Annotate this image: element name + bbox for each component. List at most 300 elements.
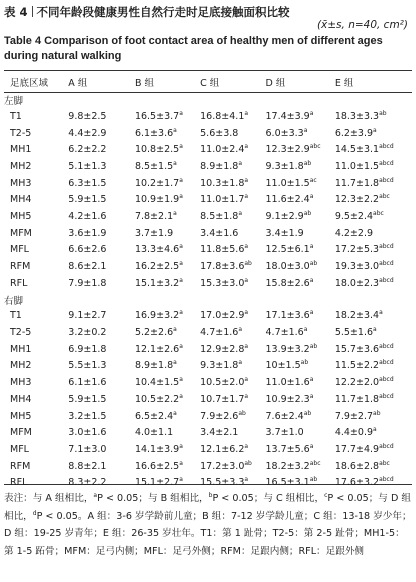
value-cell <box>266 458 335 475</box>
table-row <box>4 141 412 158</box>
significance-mark: a <box>303 126 308 134</box>
value-cell <box>68 341 135 358</box>
value-cell <box>135 258 200 275</box>
value-text: 17.8±3.6 <box>200 261 245 273</box>
value-text: 4.2±2.9 <box>334 227 374 239</box>
value-text: 18.2±3.2 <box>265 460 310 472</box>
value-text: 3.7±1.9 <box>134 227 174 239</box>
table-row <box>4 308 412 325</box>
significance-mark: abcd <box>379 376 394 384</box>
value-cell <box>135 424 200 441</box>
region-cell: MH5 <box>10 210 32 222</box>
value-text: 4.7±1.6 <box>200 327 239 339</box>
value-text: 19.3±3.0 <box>334 261 380 273</box>
significance-mark: a <box>173 209 177 217</box>
value-text: 6.9±1.8 <box>68 343 107 355</box>
value-text: 17.1±3.6 <box>265 310 310 322</box>
value-cell <box>68 125 135 142</box>
table-row <box>4 208 412 225</box>
table-title-cn <box>4 4 290 20</box>
value-cell <box>200 108 265 125</box>
value-text: 3.4±1.6 <box>200 227 239 239</box>
significance-mark: a <box>179 243 183 251</box>
value-text: 7.9±2.7 <box>334 410 374 422</box>
significance-mark: a <box>173 409 177 417</box>
value-text: 11.0±1.7 <box>200 194 245 206</box>
value-cell <box>335 191 412 208</box>
value-text: 4.7±1.6 <box>265 327 304 339</box>
significance-mark: abcd <box>379 442 394 450</box>
value-cell <box>68 474 135 491</box>
region-cell: MFL <box>10 244 29 256</box>
significance-mark: a <box>238 159 243 167</box>
value-cell <box>335 474 412 491</box>
table-row <box>4 175 412 192</box>
significance-mark: a <box>179 143 183 151</box>
region-cell: MH3 <box>10 377 32 389</box>
table-row <box>4 258 412 275</box>
value-text: 12.3±2.9 <box>265 144 310 156</box>
value-text: 11.0±1.6 <box>265 377 310 389</box>
value-text: 5.5±1.6 <box>334 327 374 339</box>
data-table <box>4 71 412 491</box>
value-text: 12.1±6.2 <box>200 443 245 455</box>
value-cell <box>68 208 135 225</box>
value-cell <box>135 358 200 375</box>
value-cell <box>335 391 412 408</box>
value-cell <box>68 424 135 441</box>
significance-mark: a <box>244 376 249 384</box>
value-cell <box>200 125 265 142</box>
value-text: 3.4±2.1 <box>200 427 239 439</box>
value-text: 10.4±1.5 <box>134 377 180 389</box>
value-text: 9.1±2.9 <box>265 210 304 222</box>
value-cell <box>135 208 200 225</box>
significance-mark: a <box>244 243 249 251</box>
value-cell <box>266 424 335 441</box>
significance-mark: abcd <box>379 143 394 151</box>
value-text: 12.2±2.0 <box>334 377 380 389</box>
significance-mark: a <box>179 276 183 284</box>
note-text: P < 0.05；与 C 组相比， <box>212 493 325 504</box>
value-text: 6.2±2.2 <box>68 144 107 156</box>
significance-mark: a <box>244 193 249 201</box>
value-text: 15.5±3.3 <box>200 477 245 489</box>
value-text: 18.0±3.0 <box>265 261 310 273</box>
value-cell <box>135 441 200 458</box>
value-text: 5.9±1.5 <box>68 194 107 206</box>
value-text: 3.6±1.9 <box>68 227 107 239</box>
value-text: 7.9±1.8 <box>68 277 107 289</box>
value-cell <box>68 408 135 425</box>
significance-mark: a <box>309 243 314 251</box>
col-header: 足底区域 <box>10 77 49 89</box>
value-text: 16.5±3.7 <box>134 110 180 122</box>
value-text: 16.9±3.2 <box>134 310 180 322</box>
significance-mark: a <box>309 309 314 317</box>
value-cell <box>335 208 412 225</box>
table-row <box>4 474 412 491</box>
value-text: 4.0±1.1 <box>134 427 174 439</box>
value-text: 14.5±3.1 <box>334 144 380 156</box>
table-row <box>4 408 412 425</box>
value-text: 10.3±1.8 <box>200 177 245 189</box>
note-text: P < 0.05；与 B 组相比， <box>97 493 209 504</box>
section-row <box>4 92 412 108</box>
value-text: 16.5±3.1 <box>265 477 310 489</box>
region-cell: T2-5 <box>10 127 32 139</box>
col-header: D 组 <box>265 77 286 89</box>
value-cell <box>335 175 412 192</box>
value-text: 8.9±1.8 <box>200 160 239 172</box>
region-cell: MH1 <box>10 144 32 156</box>
value-text: 9.3±1.8 <box>200 360 239 372</box>
value-cell <box>266 125 335 142</box>
value-cell <box>335 225 412 242</box>
value-cell <box>335 458 412 475</box>
value-text: 16.8±4.1 <box>200 110 245 122</box>
value-text: 8.9±1.8 <box>134 360 174 372</box>
value-cell <box>200 374 265 391</box>
significance-mark: a <box>309 442 314 450</box>
value-cell <box>335 158 412 175</box>
value-cell <box>135 458 200 475</box>
table-row <box>4 275 412 292</box>
value-cell <box>68 374 135 391</box>
value-cell <box>135 158 200 175</box>
region-cell: RFL <box>10 477 28 489</box>
value-text: 12.3±2.2 <box>334 194 380 206</box>
value-cell <box>266 191 335 208</box>
region-cell: T1 <box>10 310 22 322</box>
value-cell <box>68 441 135 458</box>
value-text: 5.2±2.6 <box>134 327 174 339</box>
significance-mark: abc <box>379 193 390 201</box>
value-text: 15.3±3.0 <box>200 277 245 289</box>
value-cell <box>135 391 200 408</box>
value-cell <box>200 308 265 325</box>
note-text: P < 0.05；与 D 组相比， <box>4 493 411 522</box>
section-row <box>4 292 412 308</box>
table-footnote <box>4 490 414 560</box>
value-cell <box>266 374 335 391</box>
region-cell: MH5 <box>10 410 32 422</box>
value-text: 11.0±1.5 <box>334 160 380 172</box>
value-cell <box>335 108 412 125</box>
significance-mark: a <box>179 260 183 268</box>
value-text: 9.8±2.5 <box>68 110 107 122</box>
value-cell <box>68 258 135 275</box>
significance-mark: ab <box>303 409 312 417</box>
significance-mark: a <box>373 326 377 334</box>
table-row <box>4 424 412 441</box>
value-cell <box>68 242 135 259</box>
region-cell: MH4 <box>10 194 32 206</box>
value-cell <box>135 341 200 358</box>
significance-mark: abcd <box>379 359 394 367</box>
value-text: 6.6±2.6 <box>68 244 107 256</box>
value-cell <box>335 242 412 259</box>
value-cell <box>135 191 200 208</box>
significance-mark: abcd <box>379 159 394 167</box>
value-text: 12.5±6.1 <box>265 244 310 256</box>
value-text: 6.2±3.9 <box>334 127 374 139</box>
significance-mark: a <box>244 476 249 484</box>
value-text: 4.2±1.6 <box>68 210 107 222</box>
value-cell <box>266 208 335 225</box>
significance-mark: a <box>379 309 383 317</box>
significance-mark: ab <box>373 409 381 417</box>
value-text: 8.8±2.1 <box>68 460 107 472</box>
value-cell <box>200 242 265 259</box>
value-cell <box>135 408 200 425</box>
value-cell <box>135 374 200 391</box>
value-text: 10±1.5 <box>265 360 301 372</box>
value-text: 3.7±1.0 <box>265 427 304 439</box>
significance-mark: a <box>373 426 377 434</box>
value-text: 18.3±3.3 <box>334 110 380 122</box>
significance-mark: abcd <box>379 176 394 184</box>
value-text: 11.5±2.2 <box>334 360 380 372</box>
value-cell <box>200 191 265 208</box>
significance-mark: abcd <box>379 392 394 400</box>
table-row <box>4 441 412 458</box>
significance-mark: ab <box>309 260 318 268</box>
value-text: 11.0±2.4 <box>200 144 245 156</box>
significance-mark: a <box>244 276 249 284</box>
significance-mark: a <box>238 326 243 334</box>
table-row <box>4 458 412 475</box>
note-sup: d <box>32 509 37 517</box>
significance-mark: a <box>179 342 183 350</box>
value-cell <box>335 125 412 142</box>
value-cell <box>135 242 200 259</box>
value-text: 17.6±3.2 <box>334 477 380 489</box>
significance-mark: a <box>179 392 183 400</box>
significance-mark: abc <box>309 459 321 467</box>
col-header: C 组 <box>200 77 220 89</box>
significance-mark: a <box>179 376 183 384</box>
value-text: 8.5±1.8 <box>200 210 239 222</box>
region-cell: MH2 <box>10 360 32 372</box>
value-text: 17.4±3.9 <box>265 110 310 122</box>
value-cell <box>266 225 335 242</box>
value-text: 5.6±3.8 <box>200 127 239 139</box>
significance-mark: ac <box>309 176 317 184</box>
value-text: 6.0±3.3 <box>265 127 304 139</box>
table-row <box>4 191 412 208</box>
significance-mark: abc <box>309 143 321 151</box>
significance-mark: a <box>244 143 249 151</box>
significance-mark: abcd <box>379 243 394 251</box>
significance-mark: ab <box>300 359 309 367</box>
significance-mark: abcd <box>379 276 394 284</box>
value-text: 5.9±1.5 <box>68 393 107 405</box>
table-row <box>4 108 412 125</box>
value-cell <box>200 458 265 475</box>
value-cell <box>266 358 335 375</box>
significance-mark: abc <box>373 209 384 217</box>
significance-mark: a <box>303 326 308 334</box>
significance-mark: a <box>244 176 249 184</box>
value-cell <box>135 141 200 158</box>
significance-mark: ab <box>309 342 318 350</box>
region-cell: RFL <box>10 277 28 289</box>
table-row <box>4 341 412 358</box>
value-text: 4.4±2.9 <box>68 127 107 139</box>
significance-mark: ab <box>303 209 312 217</box>
table-number: 表 4 <box>4 5 28 19</box>
value-cell <box>335 275 412 292</box>
value-text: 15.7±3.6 <box>334 343 380 355</box>
value-cell <box>200 358 265 375</box>
significance-mark: ab <box>379 109 387 117</box>
region-cell: MFM <box>10 227 32 239</box>
value-cell <box>135 225 200 242</box>
significance-mark: a <box>309 276 314 284</box>
value-cell <box>135 175 200 192</box>
significance-mark: abc <box>379 459 390 467</box>
value-text: 7.6±2.4 <box>265 410 304 422</box>
value-cell <box>68 458 135 475</box>
value-text: 3.4±1.9 <box>265 227 304 239</box>
table-row <box>4 374 412 391</box>
value-cell <box>68 225 135 242</box>
value-text: 6.3±1.5 <box>68 177 107 189</box>
value-cell <box>200 408 265 425</box>
value-text: 17.7±4.9 <box>334 443 380 455</box>
value-cell <box>335 441 412 458</box>
significance-mark: abcd <box>379 342 394 350</box>
value-cell <box>266 341 335 358</box>
value-text: 7.1±3.0 <box>68 443 107 455</box>
significance-mark: abcd <box>379 260 394 268</box>
value-cell <box>266 391 335 408</box>
significance-mark: a <box>173 326 177 334</box>
value-text: 3.0±1.6 <box>68 427 107 439</box>
value-text: 9.3±1.8 <box>265 160 304 172</box>
value-text: 4.4±0.9 <box>334 427 374 439</box>
note-text: 表注：与 A 组相比， <box>4 493 94 504</box>
value-cell <box>335 374 412 391</box>
value-text: 3.2±0.2 <box>68 327 107 339</box>
significance-mark: a <box>309 193 314 201</box>
col-header: B 组 <box>134 77 154 89</box>
value-cell <box>266 324 335 341</box>
note-text: P < 0.05。A 组：3-6 岁学龄前儿童；B 组：7-12 岁学龄儿童；C 组：13-18 岁少年；D 组：19-25 岁青年；E 组：26-35 岁壮年。T1：第 1 趾骨；T2-5：第 2-5 趾骨；MH1-5：第 1-5 跖骨；MFM：足弓内侧；MFL：足弓外侧；RFM：足跟内侧；RFL：足跟外侧 <box>4 510 412 557</box>
value-text: 9.5±2.4 <box>334 210 374 222</box>
note-sup: c <box>324 492 328 499</box>
table-title-en: Table 4 Comparison of foot contact area of healthy men of different ages during natural walking <box>4 35 383 62</box>
value-cell <box>135 324 200 341</box>
value-text: 6.5±2.4 <box>134 410 174 422</box>
significance-mark: a <box>244 309 249 317</box>
value-cell <box>200 208 265 225</box>
significance-mark: a <box>238 359 243 367</box>
value-text: 10.5±2.2 <box>134 393 180 405</box>
value-text: 8.3±2.2 <box>68 477 107 489</box>
value-text: 18.2±3.4 <box>334 310 380 322</box>
value-text: 10.9±1.9 <box>134 194 180 206</box>
value-cell <box>68 391 135 408</box>
value-cell <box>135 308 200 325</box>
value-text: 11.6±2.4 <box>265 194 310 206</box>
value-cell <box>266 141 335 158</box>
value-cell <box>200 474 265 491</box>
value-cell <box>200 424 265 441</box>
significance-mark: a <box>173 159 177 167</box>
significance-mark: a <box>244 109 249 117</box>
value-cell <box>68 158 135 175</box>
significance-mark: a <box>179 476 183 484</box>
value-cell <box>200 275 265 292</box>
note-sup: b <box>208 492 213 499</box>
title-divider <box>32 6 33 17</box>
value-text: 7.9±2.6 <box>200 410 239 422</box>
value-cell <box>68 141 135 158</box>
value-cell <box>68 358 135 375</box>
col-header: E 组 <box>334 77 354 89</box>
value-cell <box>335 424 412 441</box>
significance-mark: a <box>244 342 249 350</box>
value-cell <box>335 358 412 375</box>
significance-mark: a <box>373 126 377 134</box>
note-sup: a <box>93 492 98 499</box>
value-text: 11.8±5.6 <box>200 244 245 256</box>
value-cell <box>68 175 135 192</box>
value-cell <box>335 341 412 358</box>
value-cell <box>335 308 412 325</box>
region-cell: MFM <box>10 427 32 439</box>
region-cell: T2-5 <box>10 327 32 339</box>
value-text: 16.2±2.5 <box>134 261 180 273</box>
significance-mark: a <box>179 442 183 450</box>
value-text: 15.1±2.7 <box>134 477 180 489</box>
value-cell <box>200 175 265 192</box>
value-cell <box>200 391 265 408</box>
value-cell <box>335 324 412 341</box>
significance-mark: a <box>179 193 183 201</box>
value-cell <box>266 242 335 259</box>
value-text: 10.8±2.5 <box>134 144 180 156</box>
value-text: 8.6±2.1 <box>68 261 107 273</box>
value-text: 9.1±2.7 <box>68 310 107 322</box>
significance-mark: a <box>309 109 314 117</box>
value-cell <box>266 408 335 425</box>
value-text: 18.0±2.3 <box>334 277 380 289</box>
value-text: 17.0±2.9 <box>200 310 245 322</box>
value-cell <box>266 308 335 325</box>
value-text: 10.2±1.7 <box>134 177 180 189</box>
header-row <box>4 71 412 92</box>
value-cell <box>200 441 265 458</box>
significance-mark: a <box>179 309 183 317</box>
value-cell <box>200 258 265 275</box>
value-text: 6.1±3.6 <box>134 127 174 139</box>
value-cell <box>68 308 135 325</box>
significance-mark: a <box>179 109 183 117</box>
value-cell <box>266 175 335 192</box>
col-header: A 组 <box>68 77 88 89</box>
value-cell <box>266 108 335 125</box>
value-cell <box>135 125 200 142</box>
value-text: 13.9±3.2 <box>265 343 310 355</box>
value-cell <box>68 191 135 208</box>
significance-mark: ab <box>309 476 318 484</box>
significance-mark: ab <box>244 459 252 467</box>
significance-mark: a <box>173 126 177 134</box>
region-cell: RFM <box>10 261 31 273</box>
